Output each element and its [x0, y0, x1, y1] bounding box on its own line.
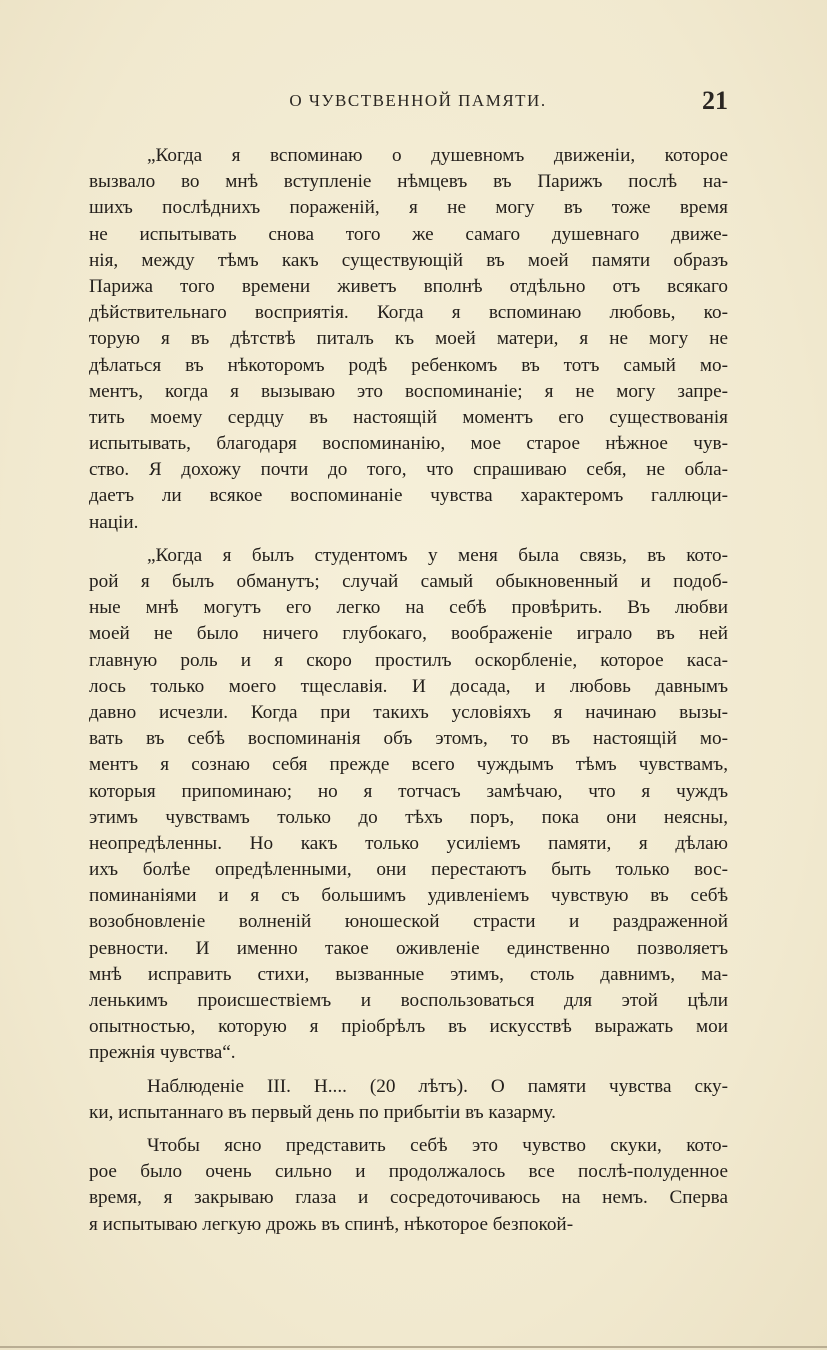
paragraph — [89, 1074, 728, 1126]
text-line: Чтобы ясно представить себѣ это чувство скуки, кото- — [147, 1134, 728, 1156]
text-line: „Когда я вспоминаю о душевномъ движеніи, которое — [147, 145, 728, 166]
text-line: испытывать, благодаря воспоминанію, мое старое нѣжное чув- — [89, 433, 728, 455]
text-line: не испытывать снова того же самаго душевнаго движе- — [89, 223, 728, 245]
text-line: вать въ себѣ воспоминанія объ этомъ, то въ настоящій мо- — [89, 728, 728, 750]
paragraph — [89, 543, 728, 1067]
text-line: давно исчезли. Когда при такихъ условіяхъ я начинаю вызы- — [89, 701, 728, 723]
page-bottom-edge — [0, 1346, 827, 1348]
text-line: торую я въ дѣтствѣ питалъ къ моей матери, я не могу не — [89, 328, 728, 350]
text-line: этимъ чувствамъ только до тѣхъ поръ, пока они неясны, — [89, 806, 728, 828]
text-line: нія, между тѣмъ какъ существующій въ моей памяти образъ — [89, 249, 728, 271]
text-line: шихъ послѣднихъ пораженій, я не могу въ тоже время — [89, 197, 728, 219]
text-line: опытностью, которую я пріобрѣлъ въ искусствѣ выражать мои — [89, 1016, 728, 1038]
paragraph-gap — [89, 536, 728, 543]
text-line: дѣйствительнаго восприятія. Когда я вспоминаю любовь, ко- — [89, 302, 728, 324]
text-line: Наблюденіе III. Н.... (20 лѣтъ). О памяти чувства ску- — [147, 1075, 728, 1097]
text-line: рое было очень сильно и продолжалось все послѣ-полуденное — [89, 1161, 728, 1183]
paragraph-gap — [89, 1067, 728, 1074]
text-line: націи. — [89, 511, 139, 533]
text-line: я испытываю легкую дрожь въ спинѣ, нѣкоторое безпокой- — [89, 1213, 574, 1235]
text-line: тить моему сердцу въ настоящій моментъ его существованія — [89, 406, 728, 428]
text-line: лось только моего тщеславія. И досада, и любовь давнымъ — [89, 675, 728, 697]
text-line: ленькимъ происшествіемъ и воспользоваться для этой цѣли — [89, 990, 728, 1011]
text-line: ки, испытаннаго въ первый день по прибытіи въ казарму. — [89, 1101, 556, 1123]
text-line: вызвало во мнѣ вступленіе нѣмцевъ въ Парижъ послѣ на- — [89, 171, 728, 193]
text-line: которыя припоминаю; но я тотчасъ замѣчаю, что я чуждъ — [89, 780, 728, 802]
page-number: 21 — [702, 86, 728, 115]
text-line: ментъ я сознаю себя прежде всего чуждымъ тѣмъ чувствамъ, — [89, 754, 728, 776]
text-line: мнѣ исправить стихи, вызванные этимъ, столь давнимъ, ма- — [89, 963, 728, 985]
text-line: время, я закрываю глаза и сосредоточиваюсь на немъ. Сперва — [89, 1187, 728, 1209]
body-text — [89, 143, 728, 1238]
paragraph-gap — [89, 1126, 728, 1133]
text-line: прежнія чувства“. — [89, 1042, 236, 1064]
text-line: ревности. И именно такое оживленіе единственно позволяетъ — [89, 937, 728, 959]
text-line: ство. Я дохожу почти до того, что спрашиваю себя, не обла- — [89, 459, 728, 481]
text-line: Парижа того времени живетъ вполнѣ отдѣльно отъ всякаго — [89, 275, 728, 297]
text-line: поминаніями и я съ большимъ удивленіемъ чувствую въ себѣ — [89, 885, 728, 907]
text-line: моей не было ничего глубокаго, воображеніе играло въ ней — [89, 623, 728, 645]
text-line: рой я былъ обманутъ; случай самый обыкновенный и подоб- — [89, 571, 728, 592]
text-line: неопредѣленны. Но какъ только усиліемъ памяти, я дѣлаю — [89, 832, 728, 854]
text-line: ные мнѣ могутъ его легко на себѣ провѣрить. Въ любви — [89, 597, 728, 619]
text-line: главную роль и я скоро простилъ оскорбленіе, которое каса- — [89, 649, 728, 671]
running-head: О ЧУВСТВЕННОЙ ПАМЯТИ. — [289, 91, 547, 110]
text-line: „Когда я былъ студентомъ у меня была связь, въ кото- — [147, 544, 728, 566]
text-line: даетъ ли всякое воспоминаніе чувства характеромъ галлюци- — [89, 485, 728, 507]
text-line: ихъ болѣе опредѣленными, они перестаютъ быть только вос- — [89, 859, 728, 881]
text-line: возобновленіе волненій юношеской страсти и раздраженной — [89, 911, 728, 933]
paragraph — [89, 143, 728, 536]
paragraph — [89, 1133, 728, 1238]
text-line: ментъ, когда я вызываю это воспоминаніе; я не могу запре- — [89, 380, 728, 402]
text-line: дѣлаться въ нѣкоторомъ родѣ ребенкомъ въ тотъ самый мо- — [89, 354, 728, 376]
page-header — [108, 88, 728, 118]
